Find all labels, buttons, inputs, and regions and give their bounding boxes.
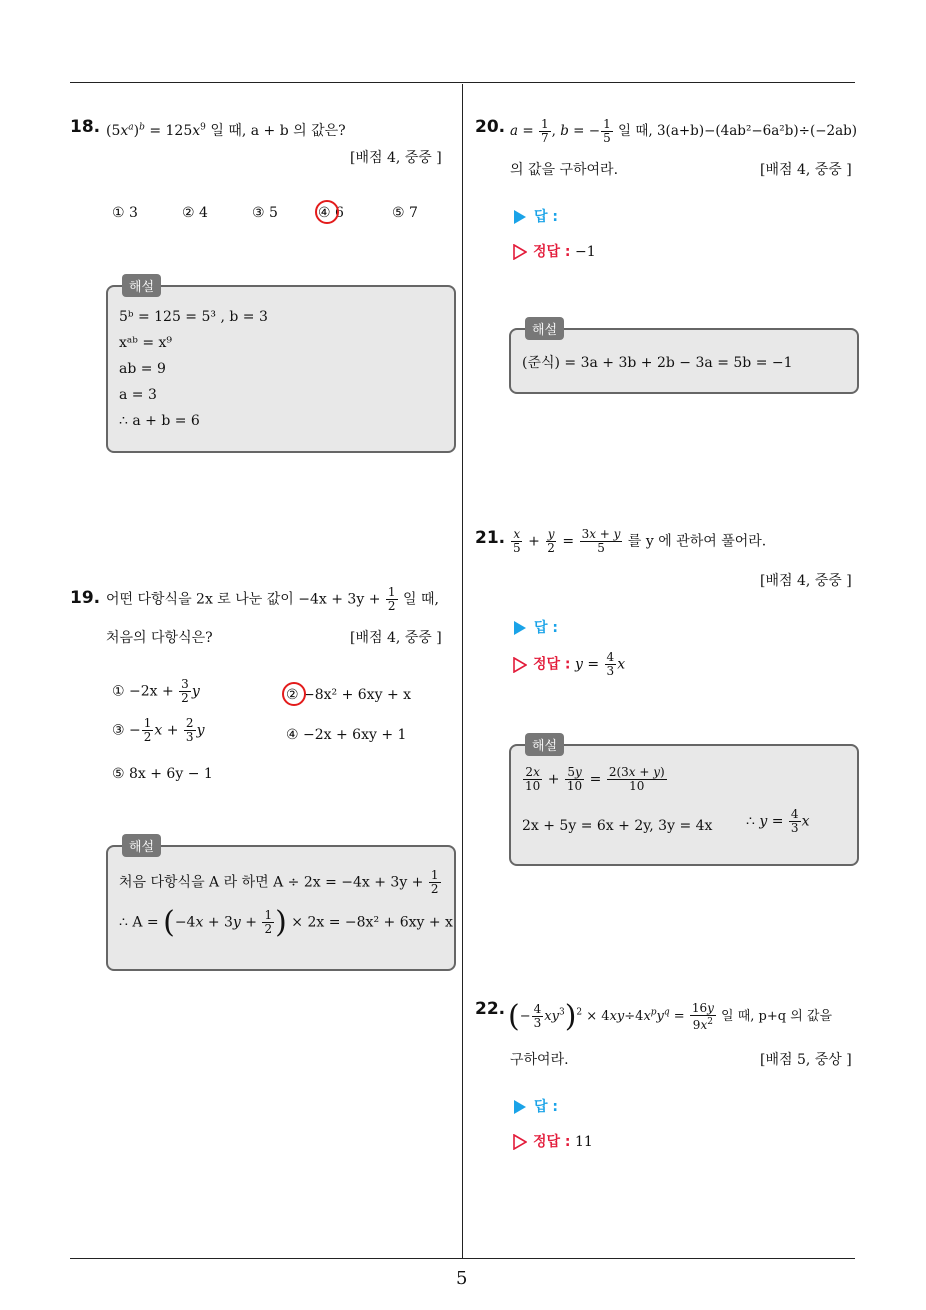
q19-choice-3[interactable]: ③ − $\frac{1}{2}$ x + $\frac{2}{3}$ y: [112, 716, 205, 744]
q22-answer-field[interactable]: 답 :: [514, 1096, 558, 1116]
q21-sol-line-1: $\frac{2x}{10}$ + $\frac{5y}{10}$ = $\frac{2(3x + y)}{10}$: [525, 765, 665, 793]
q18-score: [배점 4, 중중 ]: [350, 150, 442, 166]
q19-question-line-1: 어떤 다항식을 2x 로 나눈 값이 −4x + 3y + $\frac{1}{2}$ 일 때,: [106, 585, 439, 613]
q21-sol-line-2: 2x + 5y = 6x + 2y, 3y = 4x: [522, 818, 713, 834]
q18-sol-line-4: a = 3: [119, 387, 157, 403]
q19-question-line-2: 처음의 다항식은?: [106, 630, 213, 646]
q22-question-line-1: (− $\frac{4}{3}$ $xy^3)^2 \times 4xy\div 4x^py^q$ = $\frac{16y}{9x^2}$ 일 때, p+q 의 값을: [508, 999, 833, 1034]
q18-choice-3[interactable]: ③ 5: [252, 205, 278, 221]
q21-score: [배점 4, 중중 ]: [760, 573, 852, 589]
q18-sol-line-5: ∴ a + b = 6: [119, 413, 200, 429]
q18-choice-2[interactable]: ② 4: [182, 205, 208, 221]
q21-solution-box: [509, 739, 859, 866]
q18-sol-line-1: 5ᵇ = 125 = 5³ , b = 3: [119, 309, 268, 325]
q19-score: [배점 4, 중중 ]: [350, 630, 442, 646]
q21-sol-line-3: ∴ y = $\frac{4}{3}$ x: [746, 807, 810, 835]
q20-number: 20.: [475, 117, 506, 137]
outline-triangle-icon: [513, 1134, 527, 1150]
q20-sol-line-1: (준식) = 3a + 3b + 2b − 3a = 5b = −1: [522, 355, 793, 371]
q19-sol-line-1: 처음 다항식을 A 라 하면 A ÷ 2x = −4x + 3y + $\frac{1}{2}$: [119, 868, 439, 896]
q19-sol-line-2: ∴ A = (−4x + 3y + $\frac{1}{2}$ ) × 2x = −8x² + 6xy + x: [119, 905, 453, 940]
q22-score: [배점 5, 중상 ]: [760, 1052, 852, 1068]
q21-answer-field[interactable]: 답 :: [514, 617, 558, 637]
bottom-rule: [70, 1258, 855, 1259]
q22-number: 22.: [475, 999, 506, 1019]
q19-selected-circle: [282, 682, 306, 706]
play-icon: [514, 210, 526, 224]
q18-choice-5[interactable]: ⑤ 7: [392, 205, 418, 221]
q18-solution-box: [106, 280, 456, 453]
outline-triangle-icon: [513, 244, 527, 260]
q21-solution-tag: 해설: [525, 733, 564, 756]
q19-choice-1[interactable]: ① −2x + $\frac{3}{2}$ y: [112, 677, 200, 705]
play-icon: [514, 621, 526, 635]
q19-choice-4[interactable]: ④ −2x + 6xy + 1: [286, 727, 407, 743]
q18-solution-tag: 해설: [122, 274, 161, 297]
q18-question: $(5x^a)^b = 125x^9$ 일 때, a + b 의 값은?: [106, 122, 346, 139]
top-rule: [70, 82, 855, 83]
q19-choice-5[interactable]: ⑤ 8x + 6y − 1: [112, 766, 213, 782]
q20-question-line-1: a = $\frac{1}{7}$ , b = − $\frac{1}{5}$ 일 때, 3(a+b)−(4ab²−6a²b)÷(−2ab): [510, 117, 858, 145]
q21-question: $\frac{x}{5}$ + $\frac{y}{2}$ = $\frac{3x + y}{5}$ 를 y 에 관하여 풀어라.: [513, 527, 767, 555]
q21-number: 21.: [475, 528, 506, 548]
q19-solution-tag: 해설: [122, 834, 161, 857]
q22-correct-answer: 정답 : 11: [513, 1131, 593, 1151]
q18-choice-4[interactable]: ④ 6: [318, 205, 344, 221]
q20-question-line-2: 의 값을 구하여라.: [510, 162, 619, 178]
q19-choice-2[interactable]: ② −8x² + 6xy + x: [286, 687, 412, 703]
q20-correct-answer: 정답 : −1: [513, 241, 596, 261]
q21-correct-answer: 정답 : y = $\frac{4}{3}$ x: [513, 651, 625, 678]
q18-selected-circle: [315, 200, 339, 224]
q22-question-line-2: 구하여라.: [510, 1052, 569, 1068]
q18-choice-1[interactable]: ① 3: [112, 205, 138, 221]
q20-score: [배점 4, 중중 ]: [760, 162, 852, 178]
play-icon: [514, 1100, 526, 1114]
column-divider: [462, 84, 463, 1258]
outline-triangle-icon: [513, 657, 527, 673]
page-number: 5: [456, 1268, 468, 1289]
q20-solution-box: [509, 323, 859, 394]
q20-solution-tag: 해설: [525, 317, 564, 340]
q19-solution-box: [106, 840, 456, 971]
q20-answer-field[interactable]: 답 :: [514, 206, 558, 226]
q18-sol-line-2: xᵃᵇ = x⁹: [119, 335, 173, 351]
q18-sol-line-3: ab = 9: [119, 361, 166, 377]
q18-number: 18.: [70, 117, 101, 137]
q19-number: 19.: [70, 588, 101, 608]
